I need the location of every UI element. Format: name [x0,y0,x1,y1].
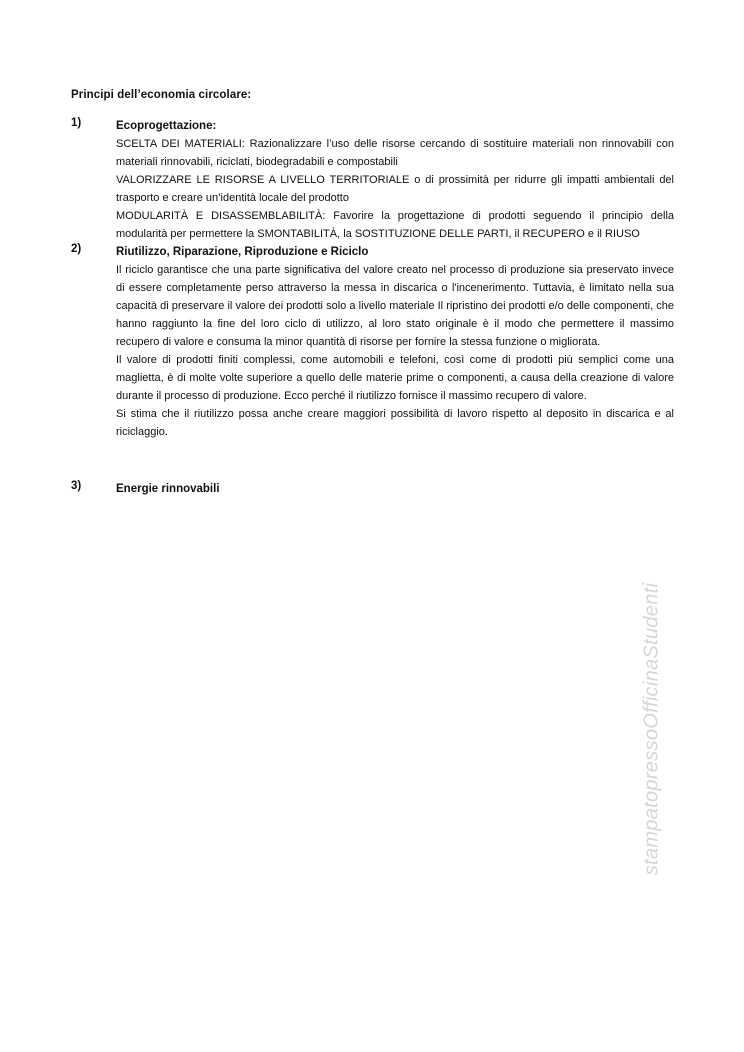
paragraph-modularita: MODULARITÀ E DISASSEMBLABILITÀ: Favorire la progettazione di prodotti seguendo il principio della modularità per permettere la SMONTABILITÀ, la SOSTITUZIONE DELLE PARTI, il RECUPERO e il RIUSO [116,210,674,240]
document-title: Principi dell’economia circolare: [71,89,252,101]
section-number: 2) [71,243,82,255]
section-body [116,243,674,441]
paragraph-riutilizzo-lavoro: Si stima che il riutilizzo possa anche creare maggiori possibilità di lavoro rispetto al deposito in discarica e al riciclaggio. [116,408,674,438]
paragraph-valorizzare-risorse: VALORIZZARE LE RISORSE A LIVELLO TERRITORIALE o di prossimità per ridurre gli impatti ambientali del trasporto e creare un’identità locale del prodotto [116,174,674,204]
section-body [116,480,674,498]
paragraph-riciclo: Il riciclo garantisce che una parte significativa del valore creato nel processo di produzione sia preservato invece di essere completamente perso attraverso la messa in discarica o l'incenerimento. Tuttavia, è limitato nella sua capacità di preservare il valore dei prodotti solo a livello materiale Il ripristino dei prodotti e/o delle componenti, che hanno raggiunto la fine del loro ciclo di utilizzo, al loro stato originale è il modo che permettere il massimo recupero di valore e consuma la minor quantità di risorse per fornire la stessa funzione o migliorata. [116,264,674,348]
section-heading: Ecoprogettazione: [116,120,217,132]
section-heading: Energie rinnovabili [116,483,220,495]
section-heading: Riutilizzo, Riparazione, Riproduzione e Riciclo [116,246,369,258]
section-number: 3) [71,480,82,492]
paragraph-valore-prodotti: Il valore di prodotti finiti complessi, come automobili e telefoni, così come di prodotti più semplici come una maglietta, è di molte volte superiore a quello delle materie prime o componenti, a causa della creazione di valore durante il processo di produzione. Ecco perché il riutilizzo fornisce il massimo recupero di valore. [116,354,674,402]
watermark-text: stampatopressoOfficinaStudenti [640,582,663,876]
section-number: 1) [71,117,82,129]
section-body [116,117,674,243]
paragraph-scelta-materiali: SCELTA DEI MATERIALI: Razionalizzare l’uso delle risorse cercando di sostituire materiali non rinnovabili con materiali rinnovabili, riciclati, biodegradabili e compostabili [116,138,674,168]
